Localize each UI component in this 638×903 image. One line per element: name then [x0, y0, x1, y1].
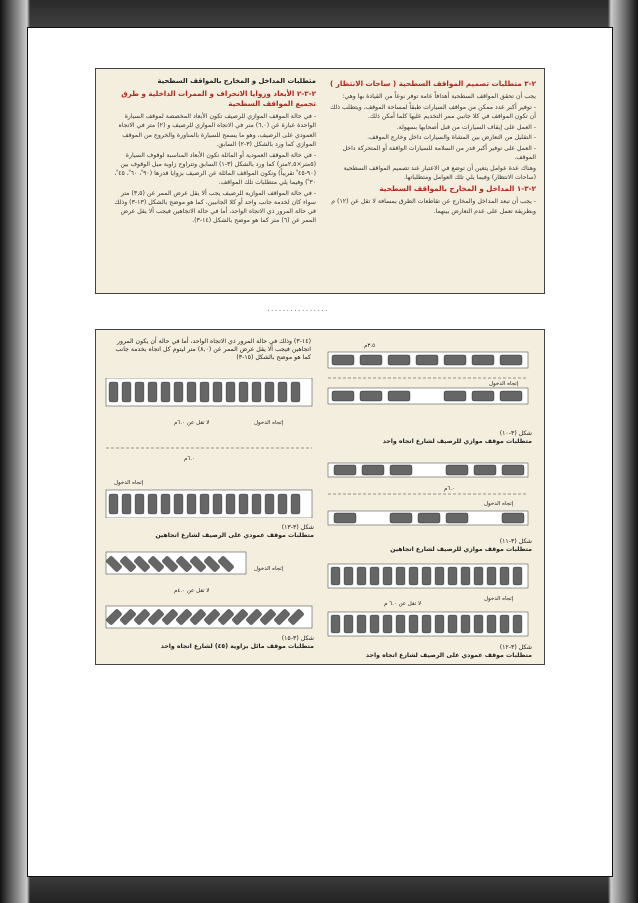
section-title: ٢-٣ متطلبات تصميم المواقف السطحية ( ساحات الانتظار ) — [329, 79, 536, 88]
paragraph: - في حالة الموقف العمودية أو المائلة تكون الأبعاد المناسبة لوقوف السيارة (٥متر×٢,٥متر) كما ورد بالشكل (٣-١) السابق وتتراوح زاوية ميل الوقوف بين (٩٠-٤٥ ْ تقريباً) وتكون المواقف المائلة عن الرصيف بزوايا قدرها (٩٠ ْ، ٦٠ ْ، ٤٥ ْ، ٣٠ ْ) وفيما يلي متطلبات تلك المواقف. — [114, 151, 316, 187]
paragraph: - العمل على توفير أكبر قدر من السلامة للسيارات الواقفة أو المتحركة داخل الموقف. — [342, 145, 536, 162]
page-frame — [27, 27, 613, 877]
entry-label: إتجاه الدخول — [484, 596, 514, 602]
figure-caption: شكل (٣-١٥) متطلبات موقف مائل بزاوية (٤٥) لشارع اتجاه واحد — [160, 635, 314, 650]
entry-label-lower: إتجاه الدخول — [114, 480, 144, 486]
paragraph: - التقليل من التعارض بين المشاة والسيارات داخل وخارج الموقف. — [367, 134, 536, 142]
entry-label: إتجاه الدخول — [489, 381, 519, 387]
entry-label: إتجاه الدخول — [254, 420, 284, 426]
figure-caption: شكل (٣-١١) متطلبات موقف موازي للرصيف لشارع اتجاهين — [390, 538, 532, 553]
section-title: ٢-٣-٢ الأبعاد وزوايا الانحراف و الممرات الداخلية و طرق تجميع المواقف السطحية — [121, 89, 316, 109]
paragraph: - في حالة الموقف الموازي للرصيف تكون الأبعاد المخصصة لموقف السيارة الواحدة عبارة عن (٦,٠) متر في الاتجاه الموازي للرصيف و (٢) متر في الاتجاه العمودي على الرصيف، وهو ما يسمح للسيارة بالمناورة والخروج من الموقف الموازي كما ورد بالشكل (٣-٢) السابق. — [118, 113, 316, 148]
left-dark-border — [0, 0, 30, 903]
subsection-title: ٢-٣-١ المداخل و المخارج بالمواقف السطحية — [379, 184, 536, 194]
figure-angled-45 — [104, 550, 314, 632]
figure-perpendicular-two-way — [104, 378, 314, 518]
paragraph: يجب أن تحقق المواقف السطحية أهدافاً عامة توفر نوعاً من القيادة بها وهي: — [342, 93, 536, 100]
entry-label: إتجاه الدخول — [484, 501, 514, 507]
paragraph: - توفير أكبر عدد ممكن من مواقف السيارات طبقاً لمساحة الموقف، ويتطلب ذلك أن تكون المواقف في كلا جانبي ممر التخديم عليها كلما أمكن ذلك. — [330, 103, 536, 120]
dimension-label: ٣.٥م — [364, 343, 376, 349]
dimension-label: لا تقل عن ٦.٠م — [174, 420, 210, 426]
figure-parallel-two-way — [324, 455, 532, 535]
right-text-column — [328, 77, 536, 217]
left-text-column — [108, 77, 316, 227]
dimension-label-secondary: ٦.٠م — [184, 456, 196, 462]
figure-parallel-one-way — [324, 338, 532, 426]
running-header: متطلبات المداخل و المخارج بالمواقف السطحية — [157, 77, 316, 85]
paragraph: - يجب أن تبعد المداخل والمخارج عن تقاطعات الطرق بمسافة لا تقل عن (١٢) م وبطريقة تعمل على عدم التعارض بينهما. — [331, 198, 536, 215]
figures-scan-panel — [95, 329, 545, 665]
figure-caption: شكل (٣-١٣) متطلبات موقف عمودي على الرصيف لشارع اتجاهين — [155, 524, 314, 539]
figure-perpendicular-one-way — [324, 562, 532, 640]
text-scan-panel — [95, 68, 545, 294]
figure-caption: شكل (٣-١٠) متطلبات موقف موازي للرصيف لشارع اتجاه واحد — [382, 430, 532, 445]
dimension-label: لا تقل عن ٦.٠ م — [384, 601, 422, 607]
paragraph: وهناك عدة عوامل يتعين أن توضع في الاعتبار عند تصميم المواقف السطحية (ساحات الانتظار) وفيما يلي تلك العوامل ومتطلباتها. — [343, 164, 536, 182]
dimension-label: لا تقل عن ٤.٠م — [174, 588, 210, 594]
paragraph: - في حالة المواقف الموازية للرصيف يجب ألا يقل عرض الممر عن (٣,٥) متر سواء كان لخدمة جانب واحد أو كلا الجانبين، كما هو موضح بالشكل (١٣-٣) وذلك في حالة المرور ذي الاتجاه الواحد، أما في حالة الاتجاهين فيجب ألا يقل عرض الممر عن (٦) متر كما هو موضح بالشكل (١٤-٣). — [114, 189, 316, 225]
figure-caption: شكل (٣-١٢) متطلبات موقف عمودي على الرصيف لشارع اتجاه واحد — [365, 644, 532, 659]
entry-label: إتجاه الدخول — [254, 566, 284, 572]
separator-dots: ................ — [267, 304, 329, 314]
intro-text: (١٤-٣) وذلك في حالة المرور ذي الاتجاه الواحد، أما في حالة أن يكون المرور اتجاهين فيجب ألا يقل عرض الممر عن (٨,٠) متر ليتوم كل اتجاه بخدمة جانب كما هو موضح بالشكل (١٥-٣) — [115, 338, 311, 361]
paragraph: - العمل على إيقاف السيارات من قبل أصحابها بسهولة. — [396, 123, 536, 131]
dimension-label: ٦.٠م — [444, 486, 456, 492]
